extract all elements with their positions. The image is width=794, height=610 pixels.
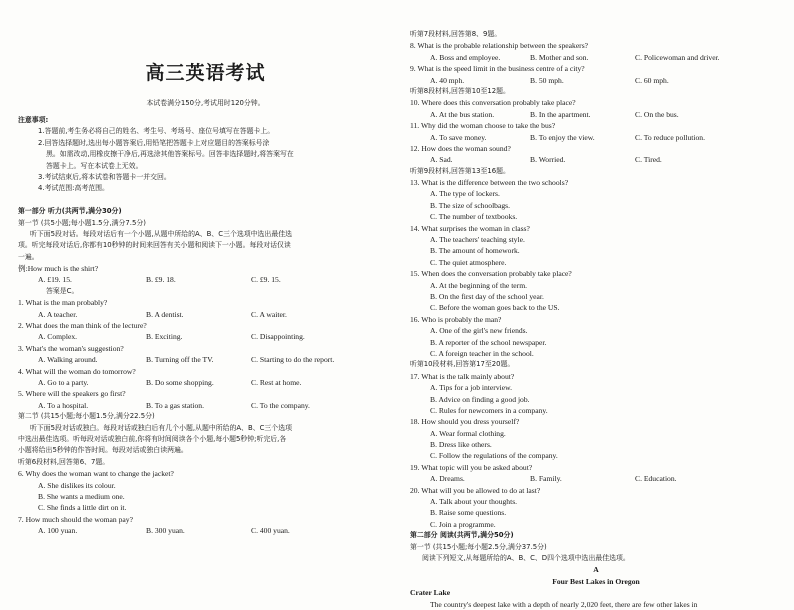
- question: 1. What is the man probably?: [18, 298, 108, 308]
- exam-subtitle: 本试卷满分150分,考试用时120分钟。: [146, 99, 265, 107]
- option-a: A. She dislikes its colour.: [38, 480, 116, 490]
- part2-section1-title: 第一节 (共15小题;每小题2.5分,满分37.5分): [410, 542, 547, 551]
- part2-instruction: 阅读下列短文,从每题所给的A、B、C、D四个选项中选出最佳选项。: [422, 553, 630, 562]
- question: 7. How much should the woman pay?: [18, 514, 133, 524]
- question-options: [410, 75, 782, 86]
- question: 19. What topic will you be asked about?: [410, 462, 533, 472]
- option-b: B. In the apartment.: [530, 109, 591, 119]
- option-c: C. Before the woman goes back to the US.: [430, 303, 560, 313]
- option-a: A. Complex.: [38, 332, 78, 342]
- spacer: [18, 195, 393, 206]
- option-a: A. Boss and employee.: [430, 52, 501, 62]
- question-options: [18, 377, 393, 388]
- option-b: B. Dress like others.: [430, 440, 492, 450]
- option-b: B. £9. 18.: [146, 275, 176, 285]
- note-line: 1.答题前,考生务必将自己的姓名、考生号、考场号、座位号填写在答题卡上。: [38, 127, 275, 136]
- question-options: [18, 331, 393, 342]
- option-c: C. A foreign teacher in the school.: [430, 348, 534, 358]
- question: 13. What is the difference between the two schools?: [410, 178, 569, 188]
- option-a: A. The type of lockers.: [430, 189, 500, 199]
- option-a: A. At the beginning of the term.: [430, 280, 528, 290]
- option-b: B. Mother and son.: [530, 52, 589, 62]
- exam-title: 高三英语考试: [145, 62, 266, 84]
- option-a: A. Go to a party.: [38, 377, 89, 387]
- question: 6. Why does the woman want to change the jacket?: [18, 469, 174, 479]
- option-c: C. Starting to do the report.: [251, 355, 335, 365]
- question-options: [410, 52, 782, 63]
- option-a: A. £19. 15.: [38, 275, 72, 285]
- passage-title: Four Best Lakes in Oregon: [552, 576, 640, 586]
- passage-label: 听第10段材料,回答第17至20题。: [410, 360, 515, 369]
- section1-title: 第一节 (共5小题;每小题1.5分,满分7.5分): [18, 218, 146, 227]
- option-c: C. Education.: [635, 474, 677, 484]
- option-a: A. Wear formal clothing.: [430, 428, 506, 438]
- question: 18. How should you dress yourself?: [410, 417, 520, 427]
- example-question: 例:How much is the shirt?: [18, 264, 99, 274]
- option-b: B. 300 yuan.: [146, 526, 185, 536]
- option-b: B. A reporter of the school newspaper.: [430, 337, 547, 347]
- question: 20. What will you be allowed to do at last?: [410, 485, 541, 495]
- option-b: B. Do some shopping.: [146, 377, 214, 387]
- option-c: C. She finds a little dirt on it.: [38, 503, 127, 513]
- question: 11. Why did the woman choose to take the bus?: [410, 121, 556, 131]
- passage-label: 听第8段材料,回答第10至12题。: [410, 86, 510, 95]
- example-options: [18, 274, 393, 285]
- question: 15. When does the conversation probably take place?: [410, 269, 572, 279]
- question: 14. What surprises the woman in class?: [410, 223, 530, 233]
- passage-body-line: The country's deepest lake with a depth of nearly 2,020 feet, there are few other lakes in: [430, 599, 698, 609]
- question-options: [410, 154, 782, 165]
- option-a: A. Talk about your thoughts.: [430, 497, 518, 507]
- passage-letter: A: [593, 565, 599, 575]
- question-options: [18, 525, 393, 536]
- option-c: C. A waiter.: [251, 309, 287, 319]
- option-c: C. On the bus.: [635, 109, 679, 119]
- option-a: A. Tips for a job interview.: [430, 383, 512, 393]
- option-b: B. A dentist.: [146, 309, 184, 319]
- part1-title: 第一部分 听力(共两节,满分30分): [18, 207, 122, 216]
- option-b: B. She wants a medium one.: [38, 491, 125, 501]
- option-a: A. To save money.: [430, 132, 487, 142]
- option-a: A. The teachers' teaching style.: [430, 235, 525, 245]
- note-line: 2.回答选择题时,选出每小题答案后,用铅笔把答题卡上对应题目的答案标号涂: [38, 138, 270, 147]
- option-b: B. To a gas station.: [146, 400, 204, 410]
- left-flow: [18, 115, 393, 536]
- option-a: A. Sad.: [430, 155, 453, 165]
- question-options: [18, 309, 393, 320]
- section2-instruction: 听下面5段对话或独白。每段对话或独白后有几个小题,从题中所给的A、B、C三个选项: [30, 423, 292, 432]
- option-c: C. To reduce pollution.: [635, 132, 705, 142]
- option-b: B. The amount of homework.: [430, 246, 520, 256]
- section2-instruction: 小题将给出5秒钟的作答时间。每段对话或独白读两遍。: [18, 446, 188, 455]
- question: 17. What is the talk mainly about?: [410, 371, 515, 381]
- option-c: C. The number of textbooks.: [430, 212, 518, 222]
- option-c: C. Tired.: [635, 155, 662, 165]
- option-c: C. Join a programme.: [430, 519, 496, 529]
- question-options: [18, 400, 393, 411]
- section1-instruction: 项。听完每段对话后,你都有10秒钟的时间来回答有关小题和阅读下一小题。每段对话仅读: [18, 241, 291, 250]
- option-b: B. Exciting.: [146, 332, 183, 342]
- example-answer: 答案是C。: [46, 286, 79, 295]
- option-b: B. Advice on finding a good job.: [430, 394, 530, 404]
- option-a: A. One of the girl's new friends.: [430, 326, 528, 336]
- option-a: A. Walking around.: [38, 355, 98, 365]
- option-b: B. On the first day of the school year.: [430, 291, 544, 301]
- option-a: A. To a hospital.: [38, 400, 89, 410]
- section2-title: 第二节 (共15小题;每小题1.5分,满分22.5分): [18, 412, 155, 421]
- section1-instruction: 听下面5段对话。每段对话后有一个小题,从题中所给的A、B、C三个选项中选出最佳选: [30, 229, 292, 238]
- passage-label: 听第6段材料,回答第6、7题。: [18, 457, 110, 466]
- option-c: C. Disappointing.: [251, 332, 305, 342]
- option-c: C. To the company.: [251, 400, 310, 410]
- right-flow: [410, 29, 782, 610]
- option-c: C. The quiet atmosphere.: [430, 257, 507, 267]
- option-c: C. Policewoman and driver.: [635, 52, 720, 62]
- option-a: A. A teacher.: [38, 309, 78, 319]
- section2-instruction: 中选出最佳选项。听每段对话或独白前,你将有时间阅读各个小题,每小题5秒钟;听完后,各: [18, 434, 287, 443]
- option-a: A. 40 mph.: [430, 75, 465, 85]
- question: 2. What does the man think of the lecture?: [18, 321, 147, 331]
- question: 12. How does the woman sound?: [410, 143, 511, 153]
- question-options: [410, 132, 782, 143]
- option-b: B. 50 mph.: [530, 75, 564, 85]
- option-b: B. To enjoy the view.: [530, 132, 595, 142]
- option-a: A. 100 yuan.: [38, 526, 78, 536]
- question: 4. What will the woman do tomorrow?: [18, 366, 136, 376]
- option-b: B. Raise some questions.: [430, 508, 507, 518]
- option-c: C. 400 yuan.: [251, 526, 290, 536]
- question: 16. Who is probably the man?: [410, 314, 502, 324]
- notes-heading: 注意事项:: [18, 116, 49, 124]
- question: 8. What is the probable relationship between the speakers?: [410, 41, 589, 51]
- option-a: A. Dreams.: [430, 474, 465, 484]
- part2-title: 第二部分 阅读(共两节,满分50分): [410, 531, 514, 540]
- option-c: C. £9. 15.: [251, 275, 281, 285]
- option-b: B. The size of schoolbags.: [430, 200, 511, 210]
- note-line: 4.考试范围:高考范围。: [38, 184, 109, 193]
- note-line: 答题卡上。写在本试卷上无效。: [46, 161, 143, 170]
- question: 3. What's the woman's suggestion?: [18, 343, 124, 353]
- question-options: [18, 354, 393, 365]
- section1-instruction: 一遍。: [18, 252, 39, 261]
- question: 5. Where will the speakers go first?: [18, 389, 126, 399]
- option-c: C. Follow the regulations of the company.: [430, 451, 558, 461]
- option-a: A. At the bus station.: [430, 109, 495, 119]
- option-c: C. Rules for newcomers in a company.: [430, 405, 548, 415]
- passage-label: 听第7段材料,回答第8、9题。: [410, 30, 502, 38]
- option-b: B. Worried.: [530, 155, 566, 165]
- option-b: B. Family.: [530, 474, 562, 484]
- note-line: 3.考试结束后,将本试卷和答题卡一并交回。: [38, 172, 171, 181]
- option-c: C. Rest at home.: [251, 377, 302, 387]
- passage-subheading: Crater Lake: [410, 588, 451, 598]
- option-c: C. 60 mph.: [635, 75, 669, 85]
- question-options: [410, 109, 782, 120]
- question-options: [410, 473, 782, 484]
- question: 10. Where does this conversation probably take place?: [410, 98, 576, 108]
- option-b: B. Turning off the TV.: [146, 355, 214, 365]
- question: 9. What is the speed limit in the business centre of a city?: [410, 64, 585, 74]
- passage-label: 听第9段材料,回答第13至16题。: [410, 166, 510, 175]
- note-line: 黑。如需改动,用橡皮擦干净后,再选涂其他答案标号。回答非选择题时,将答案写在: [46, 150, 294, 159]
